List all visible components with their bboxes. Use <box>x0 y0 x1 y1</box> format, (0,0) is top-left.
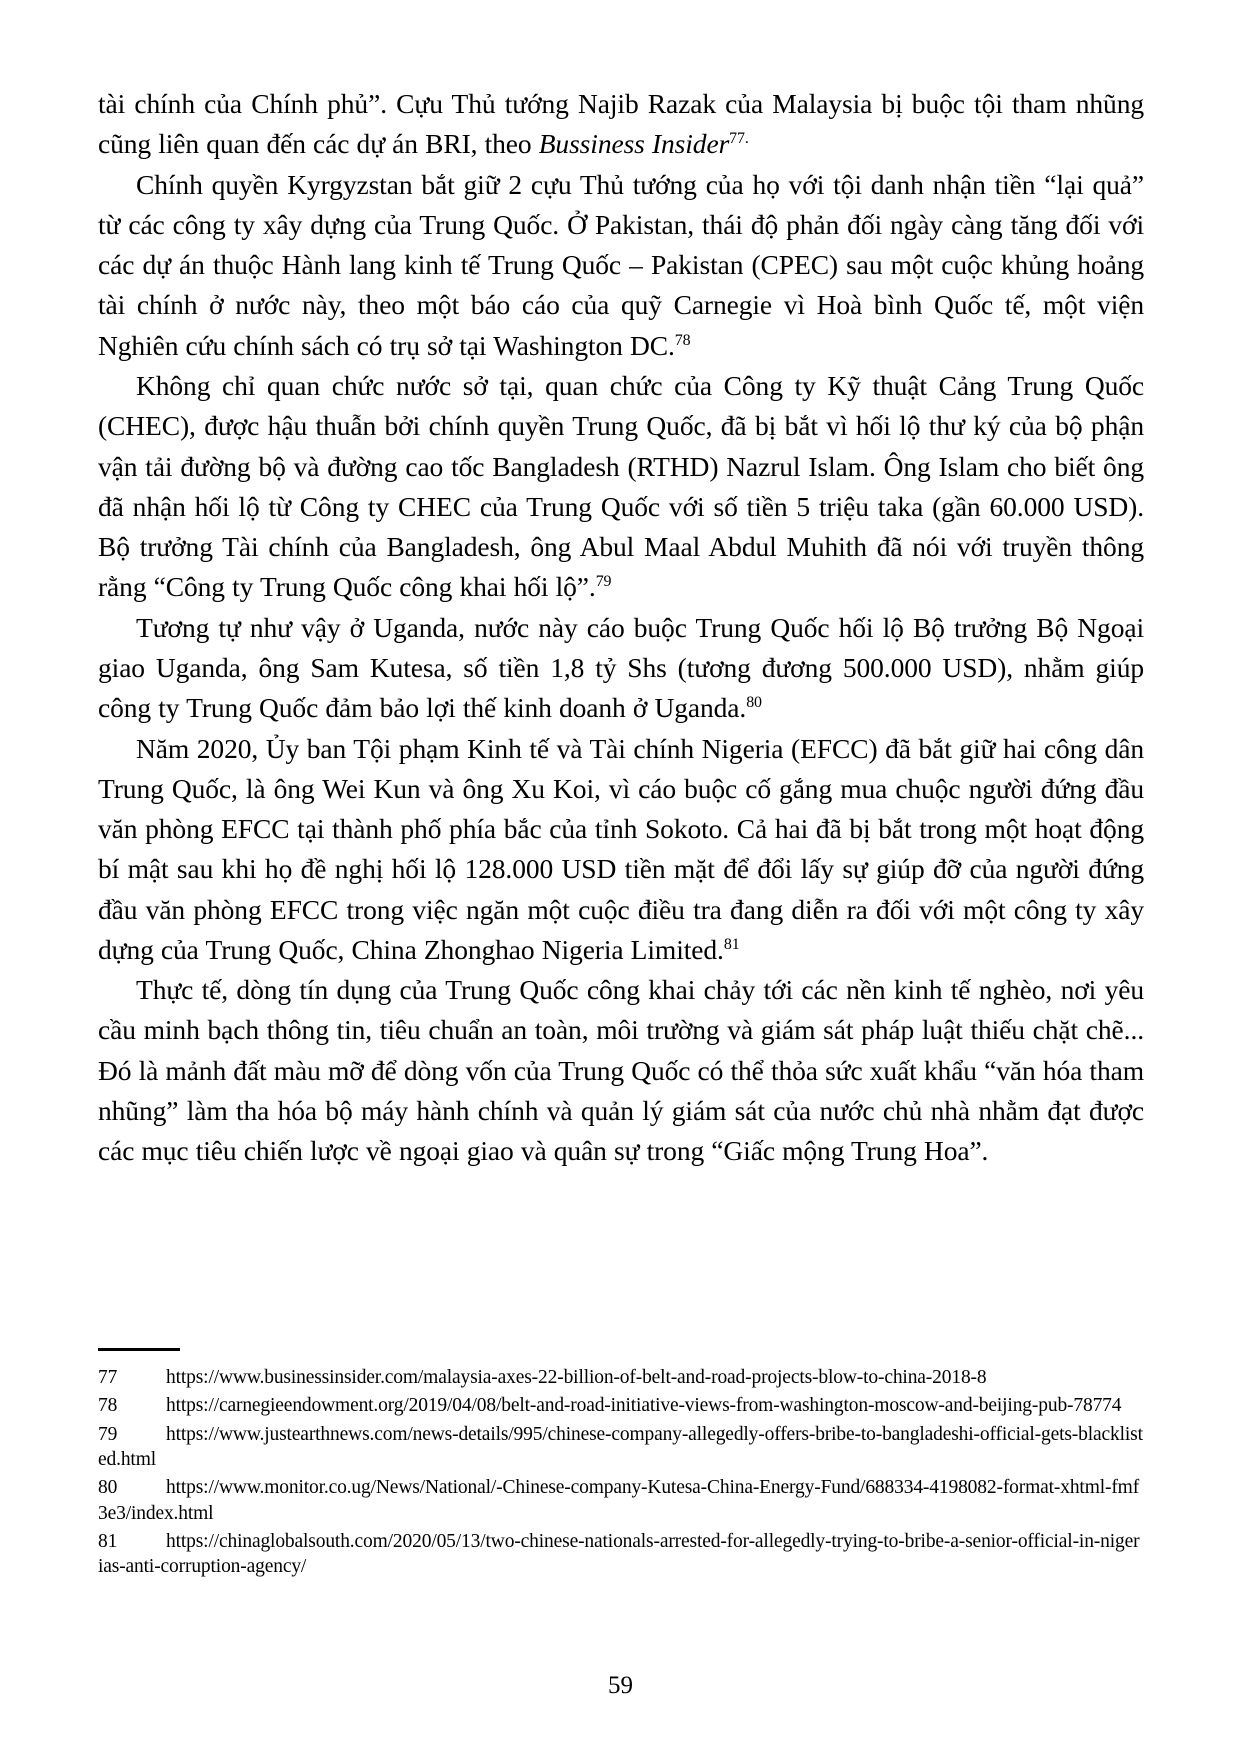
footnote-item <box>98 1529 1144 1580</box>
footnote-item <box>98 1475 1144 1526</box>
footnotes-section <box>98 1348 1144 1583</box>
footnote-ref-79: 79 <box>595 573 612 591</box>
paragraph-5 <box>98 729 1144 971</box>
paragraph-6-text: Thực tế, dòng tín dụng của Trung Quốc công khai chảy tới các nền kinh tế nghèo, nơi yêu cầu minh bạch thông tin, tiêu chuẩn an toàn, môi trường và giám sát pháp luật thiếu chặt chẽ... Đó là mảnh đất màu mỡ để dòng vốn của Trung Quốc có thể thỏa sức xuất khẩu “văn hóa tham nhũng” làm tha hóa bộ máy hành chính và quản lý giám sát của nước chủ nhà nhằm đạt được các mục tiêu chiến lược về ngoại giao và quân sự trong “Giấc mộng Trung Hoa”. <box>98 974 1144 1167</box>
paragraph-5-text: Năm 2020, Ủy ban Tội phạm Kinh tế và Tài chính Nigeria (EFCC) đã bắt giữ hai công dân Trung Quốc, là ông Wei Kun và ông Xu Koi, vì cáo buộc cố gắng mua chuộc người đứng đầu văn phòng EFCC tại thành phố phía bắc của tỉnh Sokoto. Cả hai đã bị bắt trong một hoạt động bí mật sau khi họ đề nghị hối lộ 128.000 USD tiền mặt để đổi lấy sự giúp đỡ của người đứng đầu văn phòng EFCC trong việc ngăn một cuộc điều tra đang diễn ra đối với một công ty xây dựng của Trung Quốc, China Zhonghao Nigeria Limited. <box>98 732 1144 965</box>
paragraph-4-text: Tương tự như vậy ở Uganda, nước này cáo buộc Trung Quốc hối lộ Bộ trưởng Bộ Ngoại giao Uganda, ông Sam Kutesa, số tiền 1,8 tỷ Shs (tương đương 500.000 USD), nhằm giúp công ty Trung Quốc đảm bảo lợi thế kinh doanh ở Uganda. <box>98 611 1144 724</box>
footnote-number: 81 <box>98 1531 118 1553</box>
footnote-item <box>98 1365 1144 1390</box>
paragraph-4 <box>98 608 1144 729</box>
page-number: 59 <box>608 1672 633 1699</box>
footnote-url[interactable]: https://www.monitor.co.ug/News/National/-Chinese-company-Kutesa-China-Energy-Fund/688334-4198082-format-xhtml-fmf3e3/index.html <box>98 1477 1140 1524</box>
footnote-url[interactable]: https://www.justearthnews.com/news-details/995/chinese-company-allegedly-offers-bribe-to-bangladeshi-official-gets-blacklisted.html <box>98 1423 1143 1471</box>
paragraph-3 <box>98 366 1144 608</box>
footnote-ref-77: 77. <box>729 130 749 148</box>
paragraph-3-text: Không chỉ quan chức nước sở tại, quan chức của Công ty Kỹ thuật Cảng Trung Quốc (CHEC), được hậu thuẫn bởi chính quyền Trung Quốc, đã bị bắt vì hối lộ thư ký của bộ phận vận tải đường bộ và đường cao tốc Bangladesh (RTHD) Nazrul Islam. Ông Islam cho biết ông đã nhận hối lộ từ Công ty CHEC của Trung Quốc với số tiền 5 triệu taka (gần 60.000 USD). Bộ trưởng Tài chính của Bangladesh, ông Abul Maal Abdul Muhith đã nói với truyền thông rằng “Công ty Trung Quốc công khai hối lộ”. <box>98 369 1144 603</box>
footnote-item <box>98 1393 1144 1418</box>
footnote-number: 77 <box>98 1367 118 1388</box>
footnote-url[interactable]: https://www.businessinsider.com/malaysia-axes-22-billion-of-belt-and-road-projects-blow-to-china-2018-8 <box>166 1367 987 1388</box>
body-text-column <box>98 84 1144 1172</box>
paragraph-2 <box>98 165 1144 366</box>
footnote-number: 78 <box>98 1395 118 1417</box>
paragraph-1-text: tài chính của Chính phủ”. Cựu Thủ tướng Najib Razak của Malaysia bị buộc tội tham nhũng cũng liên quan đến các dự án BRI, theo <box>98 88 1144 160</box>
paragraph-6 <box>98 970 1144 1171</box>
paragraph-1 <box>98 84 1144 165</box>
footnote-ref-78: 78 <box>674 331 691 349</box>
footnote-item <box>98 1422 1144 1473</box>
footnote-number: 80 <box>98 1477 118 1499</box>
footnote-separator-rule <box>98 1348 180 1351</box>
footnote-ref-80: 80 <box>746 694 762 712</box>
footnote-number: 79 <box>98 1423 118 1445</box>
paragraph-2-text: Chính quyền Kyrgyzstan bắt giữ 2 cựu Thủ tướng của họ với tội danh nhận tiền “lại quả” từ các công ty xây dựng của Trung Quốc. Ở Pakistan, thái độ phản đối ngày càng tăng đối với các dự án thuộc Hành lang kinh tế Trung Quốc – Pakistan (CPEC) sau một cuộc khủng hoảng tài chính ở nước này, theo một báo cáo của quỹ Carnegie vì Hoà bình Quốc tế, một viện Nghiên cứu chính sách có trụ sở tại Washington DC. <box>98 168 1144 361</box>
page-body-content <box>98 84 1144 1172</box>
footnote-ref-81: 81 <box>723 935 740 953</box>
footnote-url[interactable]: https://carnegieendowment.org/2019/04/08/belt-and-road-initiative-views-from-washington-moscow-and-beijing-pub-78774 <box>166 1395 1122 1417</box>
footnote-url[interactable]: https://chinaglobalsouth.com/2020/05/13/two-chinese-nationals-arrested-for-allegedly-trying-to-bribe-a-senior-official-in-nigerias-anti-corruption-agency/ <box>98 1531 1140 1578</box>
paragraph-1-italic-citation: Bussiness Insider <box>538 128 730 160</box>
